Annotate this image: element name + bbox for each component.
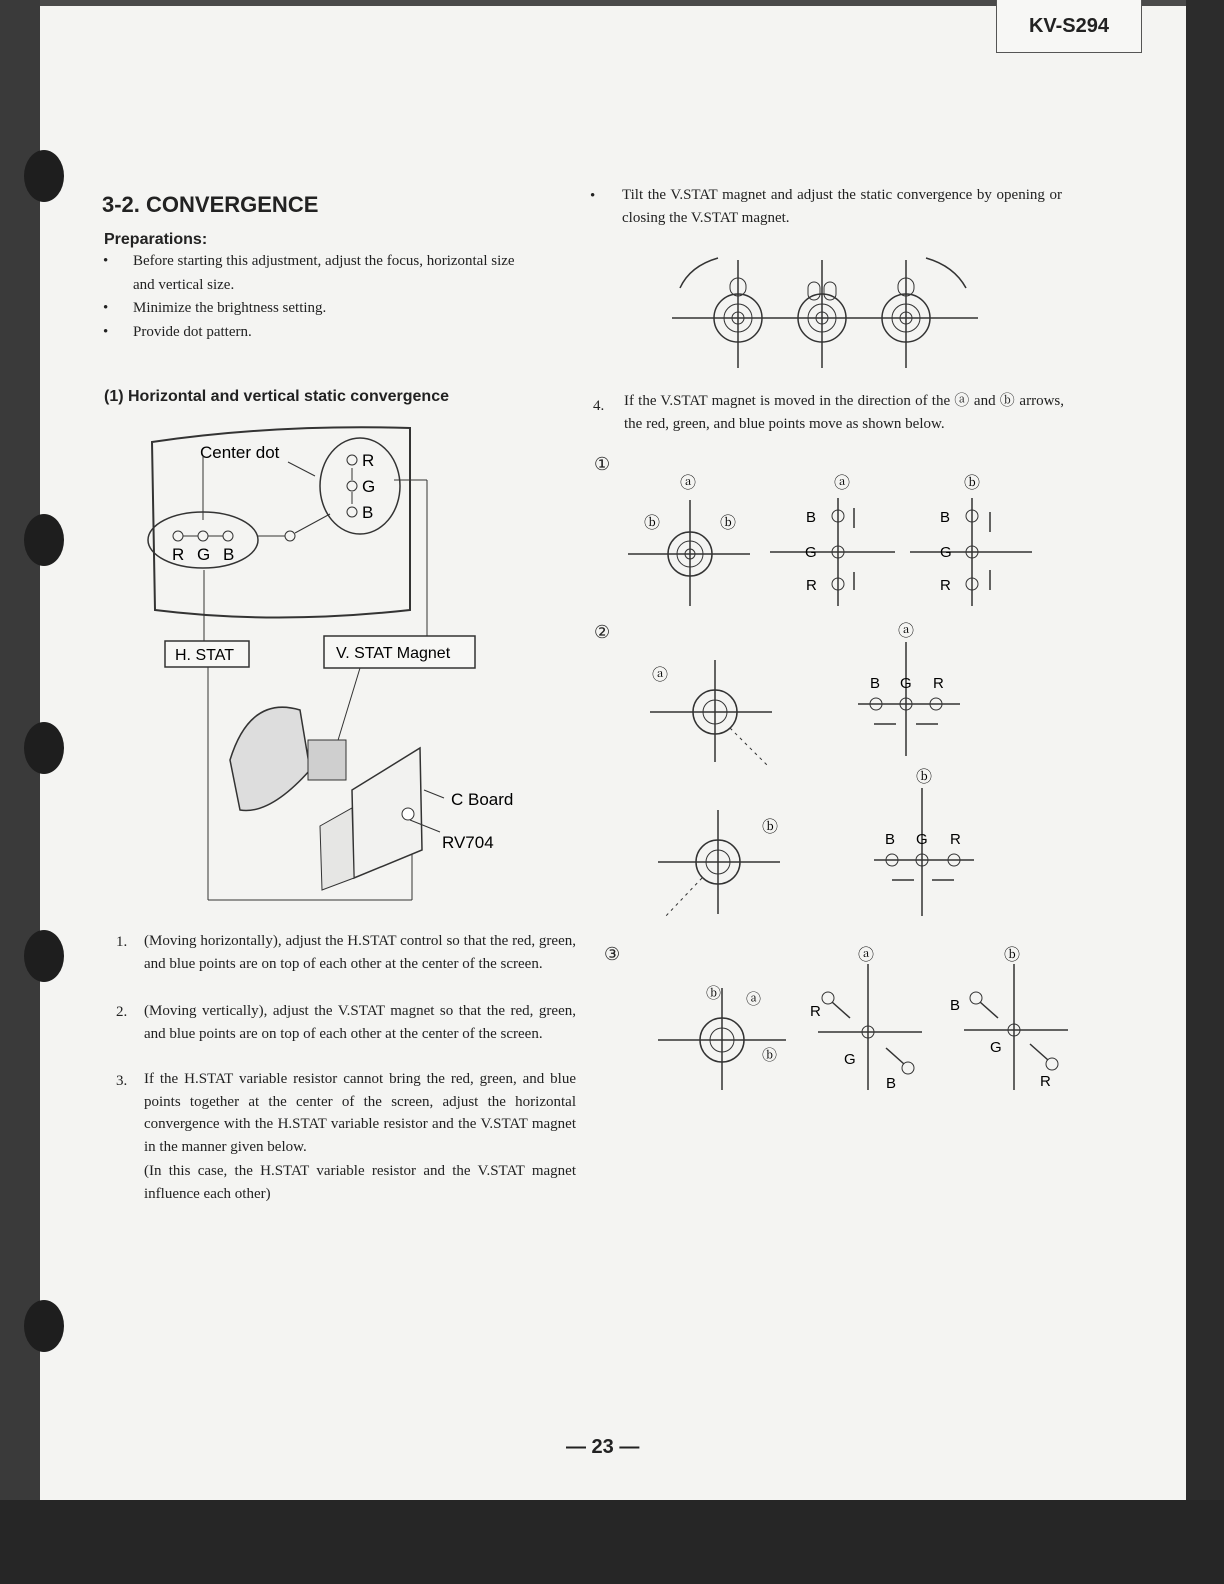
arrow-b-label: ⓑ xyxy=(762,819,779,836)
bullet-item: • Minimize the brightness setting. xyxy=(103,300,327,316)
magnet-center xyxy=(798,260,846,368)
tilt-text: Tilt the V.STAT magnet and adjust the static convergence by opening or closing the V.STAT magnet. xyxy=(622,187,1062,226)
bullet-text: Minimize the brightness setting. xyxy=(133,300,327,316)
r-point-label: R xyxy=(1040,1073,1051,1090)
deflection-yoke xyxy=(230,707,310,810)
step-number: 3. xyxy=(116,1073,128,1089)
step-3-note: (In this case, the H.STAT variable resistor and the V.STAT magnet influence each other) xyxy=(144,1163,576,1202)
b-point-label: B xyxy=(940,509,951,526)
preparations-heading: Preparations: xyxy=(104,231,208,248)
g-label-h: G xyxy=(197,545,211,564)
diagonal-arrow xyxy=(980,1002,998,1018)
crt-neck xyxy=(308,740,346,780)
bullet-dot: • xyxy=(590,188,596,204)
magnet-tilt-diagram xyxy=(668,252,988,372)
step-1-text: (Moving horizontally), adjust the H.STAT control so that the red, green, and blue points are on top of each other at the center of the screen. xyxy=(144,933,576,972)
page-number: — 23 — xyxy=(566,1436,640,1458)
green-dot xyxy=(347,481,357,491)
page-bottom-edge xyxy=(0,1500,1224,1584)
g-label: G xyxy=(362,477,376,496)
page-right-edge xyxy=(1186,0,1224,1584)
r-point-label: R xyxy=(806,577,817,594)
v-stat-label: V. STAT Magnet xyxy=(336,645,451,662)
b-label: B xyxy=(362,503,374,522)
bullet-text: Provide dot pattern. xyxy=(133,324,252,340)
convergence-setup-diagram xyxy=(140,420,540,910)
c-board-label: C Board xyxy=(451,790,514,809)
arrow-a-label: ⓐ xyxy=(680,475,697,492)
step-number: 2. xyxy=(116,1004,128,1020)
red-dot-h xyxy=(173,531,183,541)
tilt-line xyxy=(730,728,768,766)
g-point-label: G xyxy=(805,544,817,561)
g-point-label: G xyxy=(916,831,928,848)
model-label: KV-S294 xyxy=(1028,14,1110,37)
b-label-h: B xyxy=(223,545,235,564)
c-board-front xyxy=(320,808,354,890)
arrow-b-label: ⓑ xyxy=(644,515,661,532)
section-title: 3-2. CONVERGENCE xyxy=(102,192,319,217)
r-label-h: R xyxy=(172,545,185,564)
subsection-heading: (1) Horizontal and vertical static convergence xyxy=(104,388,449,405)
punch-hole xyxy=(24,514,64,566)
arrow-b-label: ⓑ xyxy=(706,985,722,1002)
g-point-label: G xyxy=(940,544,952,561)
b-point-label: B xyxy=(806,509,817,526)
blue-dot-h xyxy=(223,531,233,541)
arrow-b-label: ⓑ xyxy=(964,475,981,492)
bullet-item: • Provide dot pattern. xyxy=(103,324,252,340)
magnet-left xyxy=(714,260,762,368)
dot-zoom-circle xyxy=(320,438,400,534)
model-number xyxy=(996,0,1142,53)
bullet-text: Before starting this adjustment, adjust the focus, horizontal size xyxy=(133,253,515,269)
b-point-label: B xyxy=(870,675,881,692)
h-stat-label: H. STAT xyxy=(175,647,234,664)
tilt-line xyxy=(664,878,702,918)
link-line xyxy=(295,514,330,533)
step-2-text: (Moving vertically), adjust the V.STAT magnet so that the red, green, and blue points are on top of each other at the center of the screen. xyxy=(144,1003,576,1042)
r-point-label: R xyxy=(950,831,961,848)
arrow-b-label: ⓑ xyxy=(762,1047,778,1064)
r-point-label: R xyxy=(810,1003,821,1020)
rotate-right-arrow xyxy=(926,258,966,288)
bullet-continuation: and vertical size. xyxy=(133,277,235,293)
b-point-label: B xyxy=(886,1075,897,1092)
step-4-text: If the V.STAT magnet is moved in the direction of the ⓐ and ⓑ arrows, the red, green, and blue points move as shown below. xyxy=(624,393,1064,432)
magnet-right xyxy=(882,260,930,368)
blue-dot xyxy=(347,507,357,517)
rv704-label: RV704 xyxy=(442,833,494,852)
r-point-label: R xyxy=(933,675,944,692)
step-number: 1. xyxy=(116,934,128,950)
g-point-label: G xyxy=(844,1051,856,1068)
arrow-a-label: ⓐ xyxy=(898,623,915,640)
rotate-left-arrow xyxy=(680,258,718,288)
case-1-label: ① xyxy=(594,454,611,474)
case-2-diagram xyxy=(640,616,1000,926)
diagonal-arrow xyxy=(886,1048,904,1064)
case-3-diagram xyxy=(650,940,1090,1100)
punch-hole xyxy=(24,722,64,774)
arrow-a-label: ⓐ xyxy=(834,475,851,492)
arrow-a-label: ⓐ xyxy=(746,991,762,1008)
center-dot-label: Center dot xyxy=(200,443,280,462)
r-label: R xyxy=(362,451,375,470)
g-point-label: G xyxy=(900,675,912,692)
diagonal-arrow xyxy=(1030,1044,1048,1060)
punch-hole xyxy=(24,1300,64,1352)
punch-hole xyxy=(24,150,64,202)
g-point-label: G xyxy=(990,1039,1002,1056)
punch-hole xyxy=(24,930,64,982)
arrow-b-label: ⓑ xyxy=(720,515,737,532)
bullet-item: • Before starting this adjustment, adjust the focus, horizontal size xyxy=(103,253,515,269)
diagonal-arrow xyxy=(832,1002,850,1018)
green-dot-h xyxy=(198,531,208,541)
arrow-b-label: ⓑ xyxy=(916,769,933,786)
case-1-diagram xyxy=(620,466,1040,616)
b-point-label: B xyxy=(885,831,896,848)
case-3-label: ③ xyxy=(604,944,621,964)
step-number: 4. xyxy=(593,398,605,414)
red-dot xyxy=(347,455,357,465)
b-point-label: B xyxy=(950,997,961,1014)
arrow-a-label: ⓐ xyxy=(652,667,669,684)
center-dot-leader xyxy=(288,462,315,476)
link-dot xyxy=(285,531,295,541)
arrow-b-label: ⓑ xyxy=(1004,947,1021,964)
c-board-leader xyxy=(424,790,444,798)
arrow-a-label: ⓐ xyxy=(858,947,875,964)
rv704-knob xyxy=(402,808,414,820)
step-3-text: If the H.STAT variable resistor cannot bring the red, green, and blue points together at the center of the screen, adjust the horizontal convergence with the H.STAT variable resistor and the V.STAT magnet in the manner given below. xyxy=(144,1071,576,1155)
r-point-label: R xyxy=(940,577,951,594)
case-2-label: ② xyxy=(594,622,611,642)
